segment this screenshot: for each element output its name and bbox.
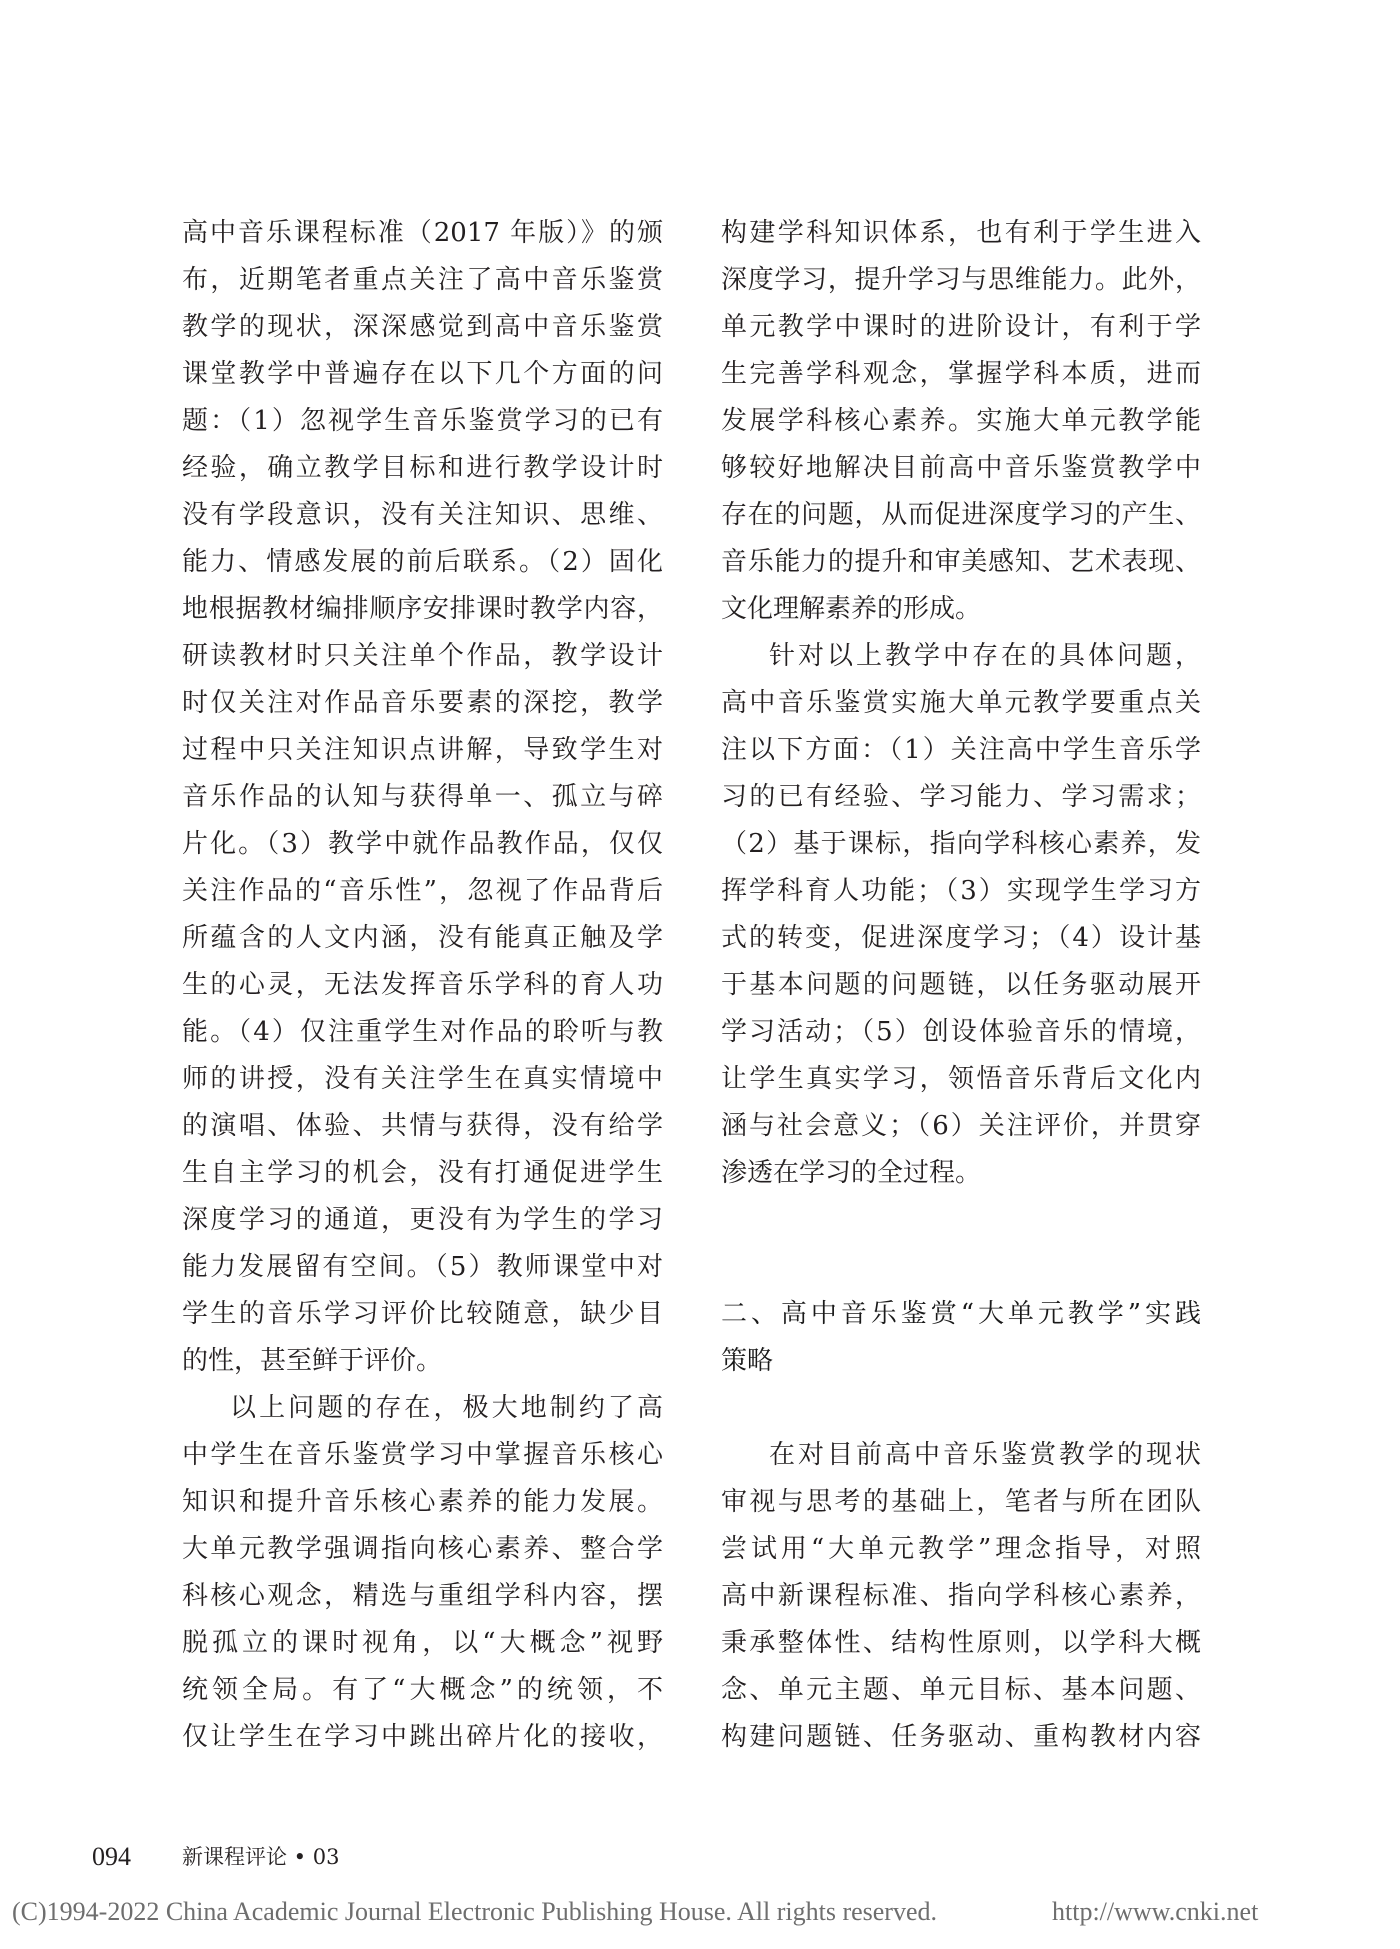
text-line: 音乐能力的提升和审美感知、艺术表现、 bbox=[721, 547, 1201, 577]
text-line: 统领全局。有了“大概念”的统领，不 bbox=[182, 1675, 663, 1705]
text-line: 单元教学中课时的进阶设计，有利于学 bbox=[721, 312, 1201, 342]
text-line: 学生的音乐学习评价比较随意，缺少目 bbox=[182, 1299, 663, 1329]
text-line: （2）基于课标，指向学科核心素养，发 bbox=[721, 829, 1201, 859]
text-line: 教学的现状，深深感觉到高中音乐鉴赏 bbox=[182, 312, 663, 342]
text-line: 渗透在学习的全过程。 bbox=[721, 1158, 982, 1188]
text-line: 习的已有经验、学习能力、学习需求； bbox=[721, 782, 1201, 812]
text-line: 没有学段意识，没有关注知识、思维、 bbox=[182, 500, 663, 530]
text-line: 生自主学习的机会，没有打通促进学生 bbox=[182, 1158, 663, 1188]
section-heading bbox=[721, 1291, 1201, 1385]
body-paragraph bbox=[182, 1385, 663, 1761]
text-line: 审视与思考的基础上，笔者与所在团队 bbox=[721, 1487, 1201, 1517]
body-paragraph bbox=[721, 210, 1201, 633]
text-line: 大单元教学强调指向核心素养、整合学 bbox=[182, 1534, 663, 1564]
left-text-column bbox=[182, 210, 663, 1761]
text-line: 涵与社会意义；（6）关注评价，并贯穿 bbox=[721, 1111, 1201, 1141]
text-line: 生完善学科观念，掌握学科本质，进而 bbox=[721, 359, 1201, 389]
text-line: 题：（1）忽视学生音乐鉴赏学习的已有 bbox=[182, 406, 663, 436]
page-number: 094 bbox=[92, 1842, 131, 1871]
text-line: 文化理解素养的形成。 bbox=[721, 594, 982, 624]
text-line: 发展学科核心素养。实施大单元教学能 bbox=[721, 406, 1201, 436]
text-line: 经验，确立教学目标和进行教学设计时 bbox=[182, 453, 663, 483]
text-line: 生的心灵，无法发挥音乐学科的育人功 bbox=[182, 970, 663, 1000]
text-line: 脱孤立的课时视角，以“大概念”视野 bbox=[182, 1628, 663, 1658]
text-line: 策略 bbox=[721, 1346, 774, 1376]
text-line: 所蕴含的人文内涵，没有能真正触及学 bbox=[182, 923, 663, 953]
body-paragraph bbox=[721, 1432, 1201, 1761]
text-line: 构建问题链、任务驱动、重构教材内容 bbox=[721, 1722, 1201, 1752]
text-line: 于基本问题的问题链，以任务驱动展开 bbox=[721, 970, 1201, 1000]
text-line: 挥学科育人功能；（3）实现学生学习方 bbox=[721, 876, 1201, 906]
text-line: 让学生真实学习，领悟音乐背后文化内 bbox=[721, 1064, 1201, 1094]
text-line: 式的转变，促进深度学习；（4）设计基 bbox=[721, 923, 1201, 953]
text-line: 二、高中音乐鉴赏“大单元教学”实践 bbox=[721, 1299, 1201, 1329]
text-line: 研读教材时只关注单个作品，教学设计 bbox=[182, 641, 663, 671]
text-line: 注以下方面：（1）关注高中学生音乐学 bbox=[721, 735, 1201, 765]
text-line: 过程中只关注知识点讲解，导致学生对 bbox=[182, 735, 663, 765]
text-line: 能力、情感发展的前后联系。（2）固化 bbox=[182, 547, 663, 577]
text-line: 能力发展留有空间。（5）教师课堂中对 bbox=[182, 1252, 663, 1282]
text-line: 科核心观念，精选与重组学科内容，摆 bbox=[182, 1581, 663, 1611]
text-line: 地根据教材编排顺序安排课时教学内容， bbox=[182, 594, 663, 624]
text-line: 的演唱、体验、共情与获得，没有给学 bbox=[182, 1111, 663, 1141]
text-line: 学习活动；（5）创设体验音乐的情境， bbox=[721, 1017, 1201, 1047]
text-line: 深度学习，提升学习与思维能力。此外， bbox=[721, 265, 1201, 295]
text-line: 师的讲授，没有关注学生在真实情境中 bbox=[182, 1064, 663, 1094]
text-line: 知识和提升音乐核心素养的能力发展。 bbox=[182, 1487, 663, 1517]
text-line: 中学生在音乐鉴赏学习中掌握音乐核心 bbox=[182, 1440, 663, 1470]
text-line: 音乐作品的认知与获得单一、孤立与碎 bbox=[182, 782, 663, 812]
text-line: 时仅关注对作品音乐要素的深挖，教学 bbox=[182, 688, 663, 718]
text-line: 存在的问题，从而促进深度学习的产生、 bbox=[721, 500, 1201, 530]
text-line: 能。（4）仅注重学生对作品的聆听与教 bbox=[182, 1017, 663, 1047]
text-line: 高中音乐鉴赏实施大单元教学要重点关 bbox=[721, 688, 1201, 718]
text-line: 念、单元主题、单元目标、基本问题、 bbox=[721, 1675, 1201, 1705]
text-line: 片化。（3）教学中就作品教作品，仅仅 bbox=[182, 829, 663, 859]
text-line: 够较好地解决目前高中音乐鉴赏教学中 bbox=[721, 453, 1201, 483]
text-line: 布，近期笔者重点关注了高中音乐鉴赏 bbox=[182, 265, 663, 295]
right-text-column bbox=[721, 210, 1201, 1761]
body-paragraph bbox=[182, 210, 663, 1385]
copyright-url: http://www.cnki.net bbox=[1052, 1897, 1259, 1926]
text-line: 针对以上教学中存在的具体问题， bbox=[769, 641, 1201, 671]
journal-issue-label: 新课程评论 • 03 bbox=[182, 1845, 340, 1869]
text-line: 关注作品的“音乐性”，忽视了作品背后 bbox=[182, 876, 663, 906]
text-line: 秉承整体性、结构性原则，以学科大概 bbox=[721, 1628, 1201, 1658]
text-line: 仅让学生在学习中跳出碎片化的接收， bbox=[182, 1722, 663, 1752]
text-line: 以上问题的存在，极大地制约了高 bbox=[230, 1393, 663, 1423]
text-line: 高中音乐课程标准（2017 年版）》的颁 bbox=[182, 218, 663, 248]
body-paragraph bbox=[721, 633, 1201, 1197]
text-line: 尝试用“大单元教学”理念指导，对照 bbox=[721, 1534, 1201, 1564]
text-line: 在对目前高中音乐鉴赏教学的现状 bbox=[769, 1440, 1201, 1470]
text-line: 构建学科知识体系，也有利于学生进入 bbox=[721, 218, 1201, 248]
text-line: 的性，甚至鲜于评价。 bbox=[182, 1346, 443, 1376]
copyright-notice: (C)1994-2022 China Academic Journal Electronic Publishing House. All rights reserved. bbox=[12, 1897, 937, 1926]
text-line: 深度学习的通道，更没有为学生的学习 bbox=[182, 1205, 663, 1235]
text-line: 高中新课程标准、指向学科核心素养， bbox=[721, 1581, 1201, 1611]
text-line: 课堂教学中普遍存在以下几个方面的问 bbox=[182, 359, 663, 389]
